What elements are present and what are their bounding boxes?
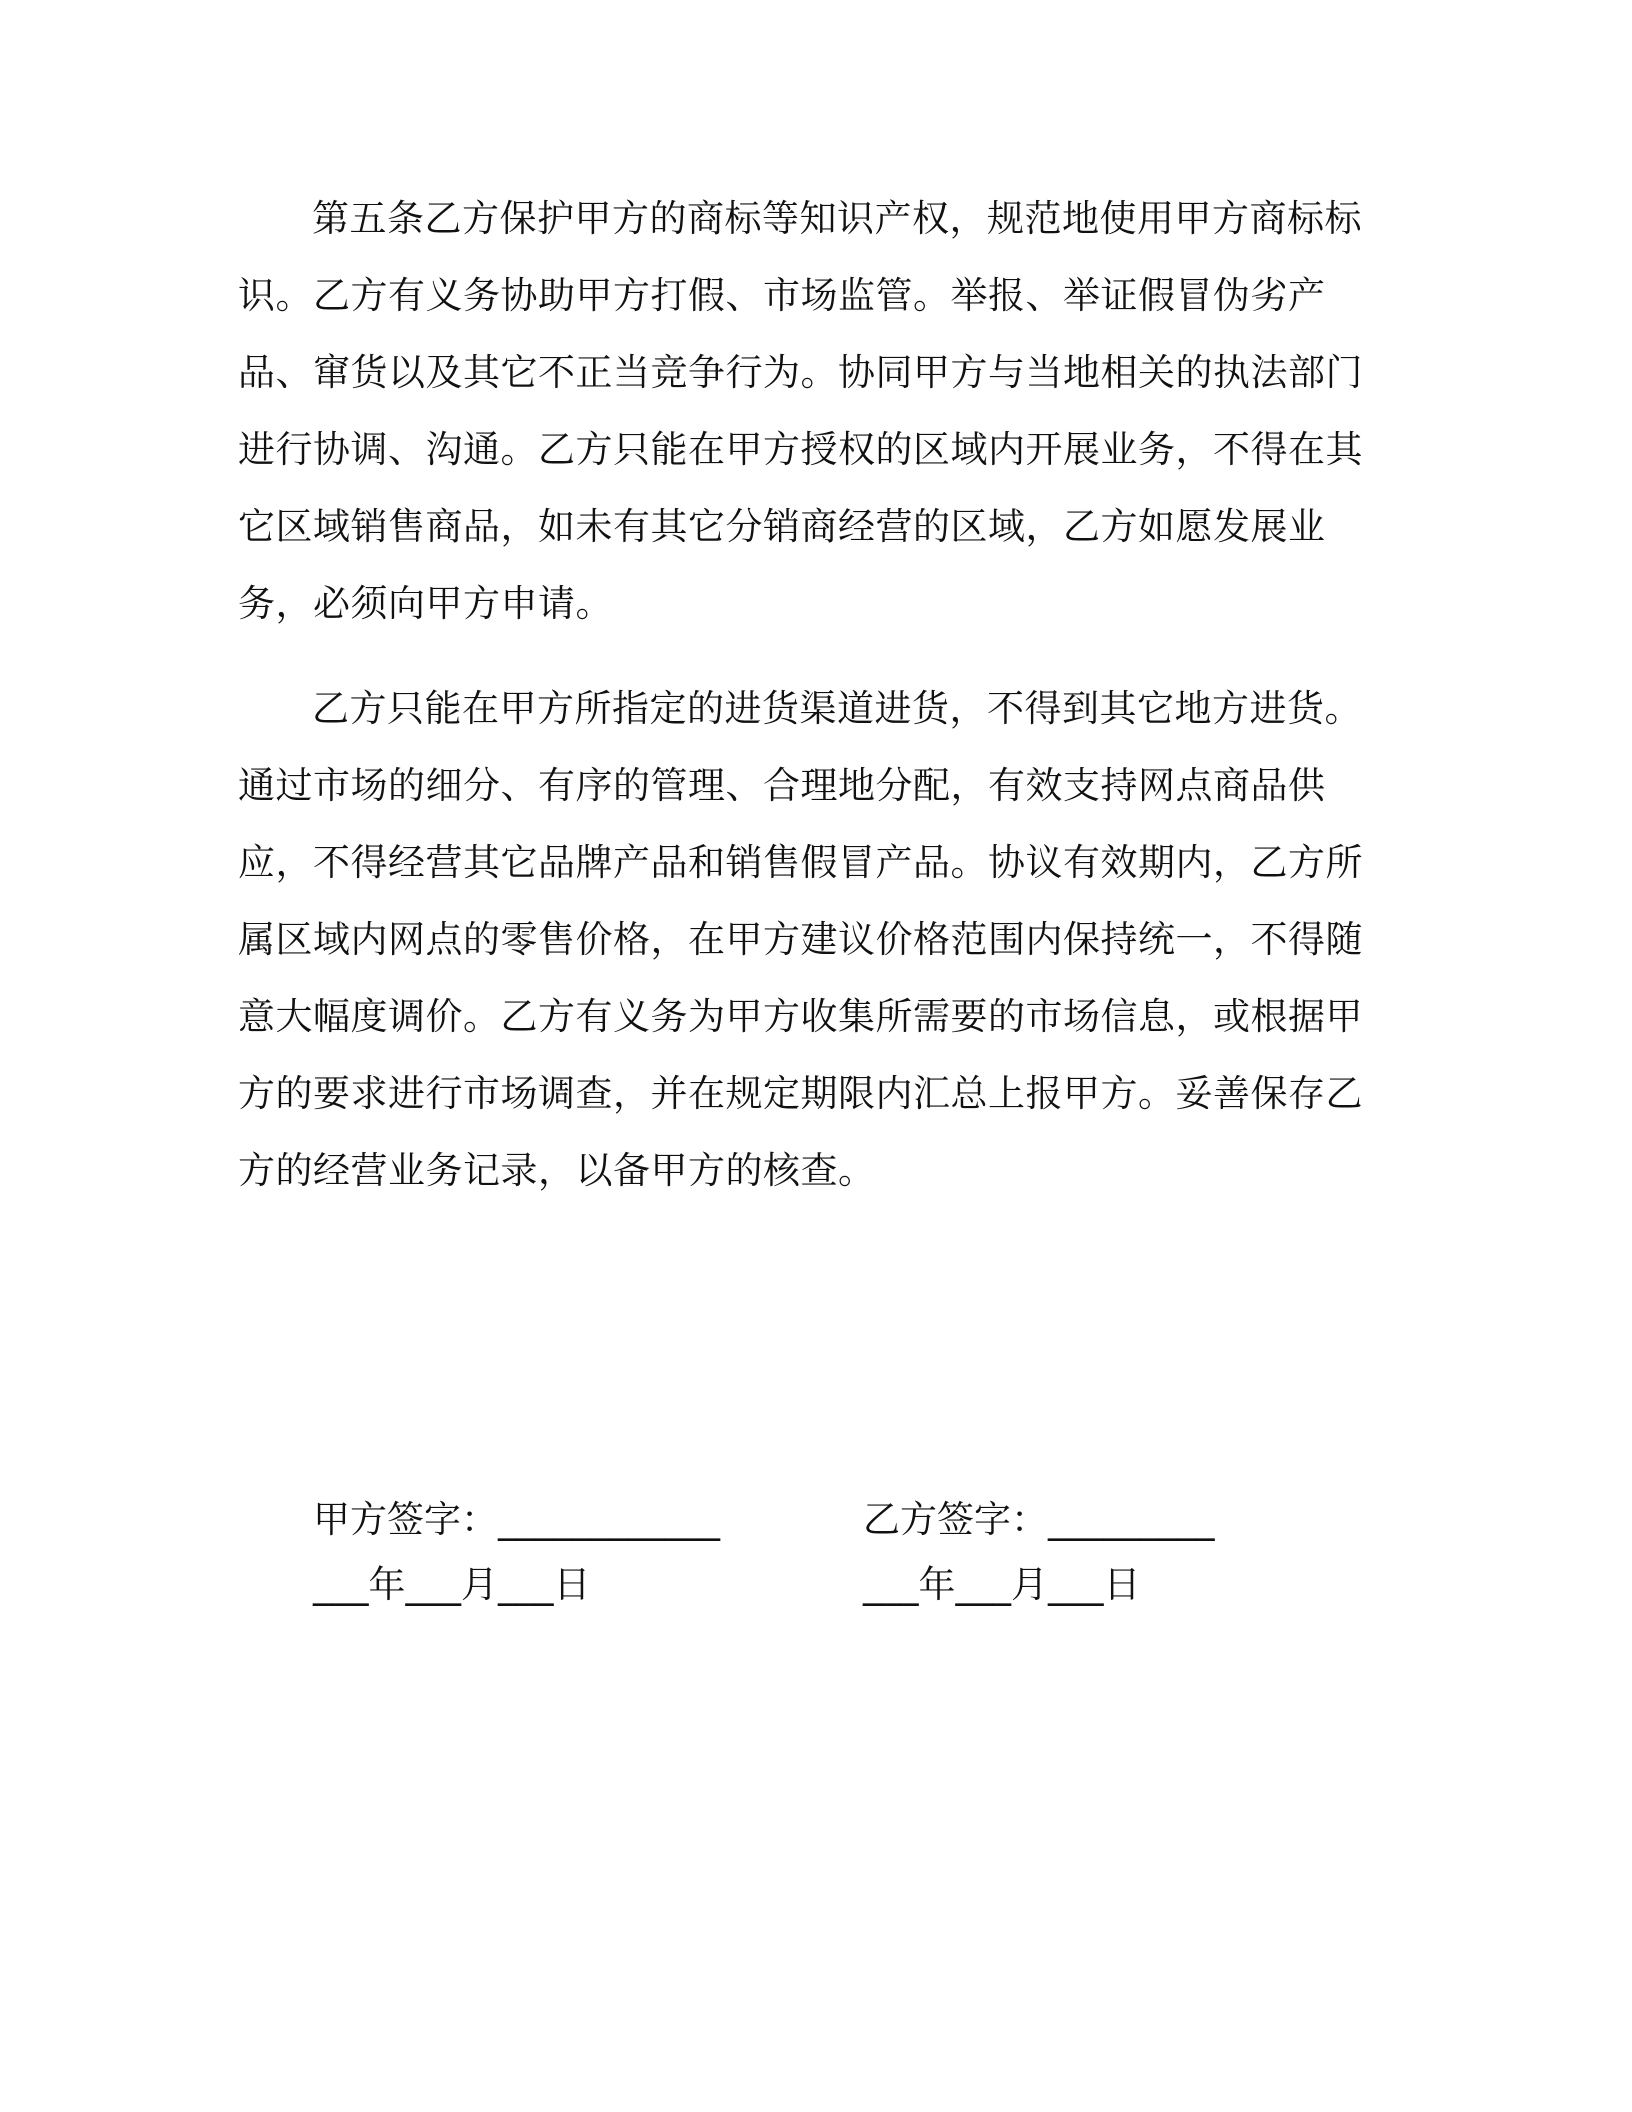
party-a-date-line: ___年___月___日 [313,1563,591,1606]
paragraph-article-5: 第五条乙方保护甲方的商标等知识产权，规范地使用甲方商标标识。乙方有义务协助甲方打假、市场监管。举报、举证假冒伪劣产品、窜货以及其它不正当竞争行为。协同甲方与当地相关的执法部门进行协调、沟通。乙方只能在甲方授权的区域内开展业务，不得在其它区域销售商品，如未有其它分销商经营的区域，乙方如愿发展业务，必须向甲方申请。 [238,197,1363,625]
paragraph-purchase-channel: 乙方只能在甲方所指定的进货渠道进货，不得到其它地方进货。通过市场的细分、有序的管理、合理地分配，有效支持网点商品供应，不得经营其它品牌产品和销售假冒产品。协议有效期内，乙方所属区域内网点的零售价格，在甲方建议价格范围内保持统一，不得随意大幅度调价。乙方有义务为甲方收集所需要的市场信息，或根据甲方的要求进行市场调查，并在规定期限内汇总上报甲方。妥善保存乙方的经营业务记录，以备甲方的核查。 [238,687,1363,1192]
party-b-date-line: ___年___月___日 [863,1563,1141,1606]
party-a-signature-line: 甲方签字：____________ [313,1498,720,1541]
party-b-signature-line: 乙方签字：_________ [863,1498,1215,1541]
